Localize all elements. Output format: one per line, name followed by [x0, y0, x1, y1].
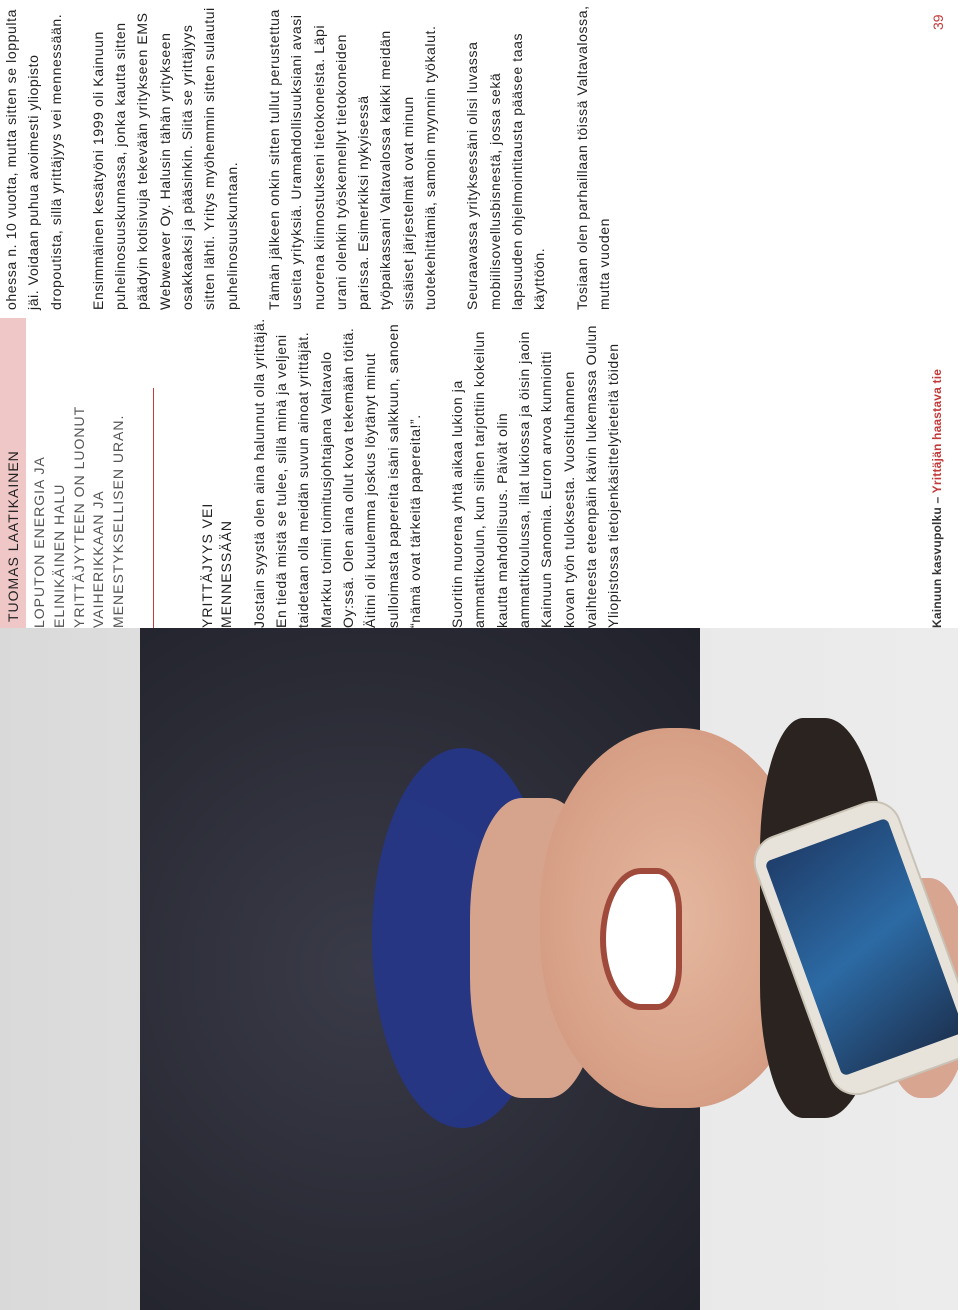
- footer-title: Yrittäjän haastava tie: [930, 368, 944, 494]
- paragraph: ohessa n. 10 vuotta, mutta sitten se loppulta jäi. Voidaan puhua avoimesti yliopisto dropoutista, sillä yrittäjyys vei mennessään.: [3, 9, 64, 310]
- person-name: TUOMAS LAATIKAINEN: [0, 318, 26, 628]
- paragraph: Seuraavassa yrityksessäni olisi luvassa mobiilisovellusbisnestä, jossa sekä lapsuuden ohjelmointitausta pääsee taas käyttöön.: [464, 32, 548, 310]
- heading-line: YRITTÄJYYS VEI: [198, 502, 215, 628]
- section-heading: [198, 318, 236, 628]
- smile: [600, 868, 682, 1010]
- column-left: [0, 318, 645, 628]
- running-footer: [930, 369, 944, 628]
- paragraph: Jostain syystä olen aina halunnut olla yrittäjä. En tiedä mistä se tulee, sillä minä ja veljeni taidetaan olla meidän suvun ainoat yrittäjät. Markku toimii toimitusjohtajana Valtavalo Oy:ssä. Olen aina ollut kova tekemään töitä. Äitini oli kuulemma joskus löytänyt minut sulloimasta papereita isäni salkkuun, sanoen “nämä ovat tärkeitä papereita!”.: [250, 318, 423, 628]
- paragraph: Tämän jälkeen onkin sitten tullut perustettua useita yrityksiä. Uramahdollisuuksiani avasi nuorena kiinnostukseni tietokoneista. Läpi urani olenkin työskennellyt tietokoneiden parissa. Esimerkiksi nykyisessä työpaikassani Valtavalossa kaikki meidän sisäiset järjestelmät ovat minun tuotekehittämiä, samoin myynnin työkalut.: [265, 9, 439, 310]
- paragraph: Tosiaan olen parhaillaan töissä Valtavalossa, mutta vuoden: [573, 5, 612, 310]
- divider: [153, 388, 154, 628]
- article-page: [0, 0, 960, 628]
- page-number: 39: [930, 14, 946, 30]
- column-right: [0, 0, 635, 310]
- paragraph: Ensimmäinen kesätyöni 1999 oli Kainuun puhelinosuuskunnassa, jonka kautta sitten päädyin kotisivuja tekevään yritykseen EMS Webweaver Oy. Halusin tähän yritykseen osakkaaksi ja pääsinkin. Siitä se yrittäjyys sitten lähti. Yritys myöhemmin sitten sulautui puhelinosuuskuntaan.: [89, 7, 240, 310]
- footer-series: Kainuun kasvupolku –: [930, 493, 944, 628]
- heading-line: MENNESSÄÄN: [217, 519, 234, 628]
- lead-line: YRITTÄJYYTEEN ON LUONUT: [70, 405, 87, 628]
- lead-line: VAIHERIKKAAN JA: [90, 490, 107, 628]
- lead-line: MENESTYKSELLISEN URAN.: [110, 414, 127, 628]
- portrait-photo: [0, 628, 958, 1310]
- paragraph: Suoritin nuorena yhtä aikaa lukion ja ammattikoulun, kun siihen tarjottiin kokeilun kautta mahdollisuus. Päivät olin ammattikoulussa, illat lukiossa ja öisin jaoin Kainuun Sanomia. Euron arvoa kunnioitti kovan työn tuloksesta. Vuosituhannen vaihteesta eteenpäin kävin lukemassa Oulun Yliopistossa tietojenkäsittelytieteitä töiden: [449, 324, 622, 628]
- lead-line: ELINIKÄINEN HALU: [51, 483, 67, 628]
- lead-text: [30, 318, 129, 628]
- lead-line: LOPUTON ENERGIA JA: [31, 456, 48, 628]
